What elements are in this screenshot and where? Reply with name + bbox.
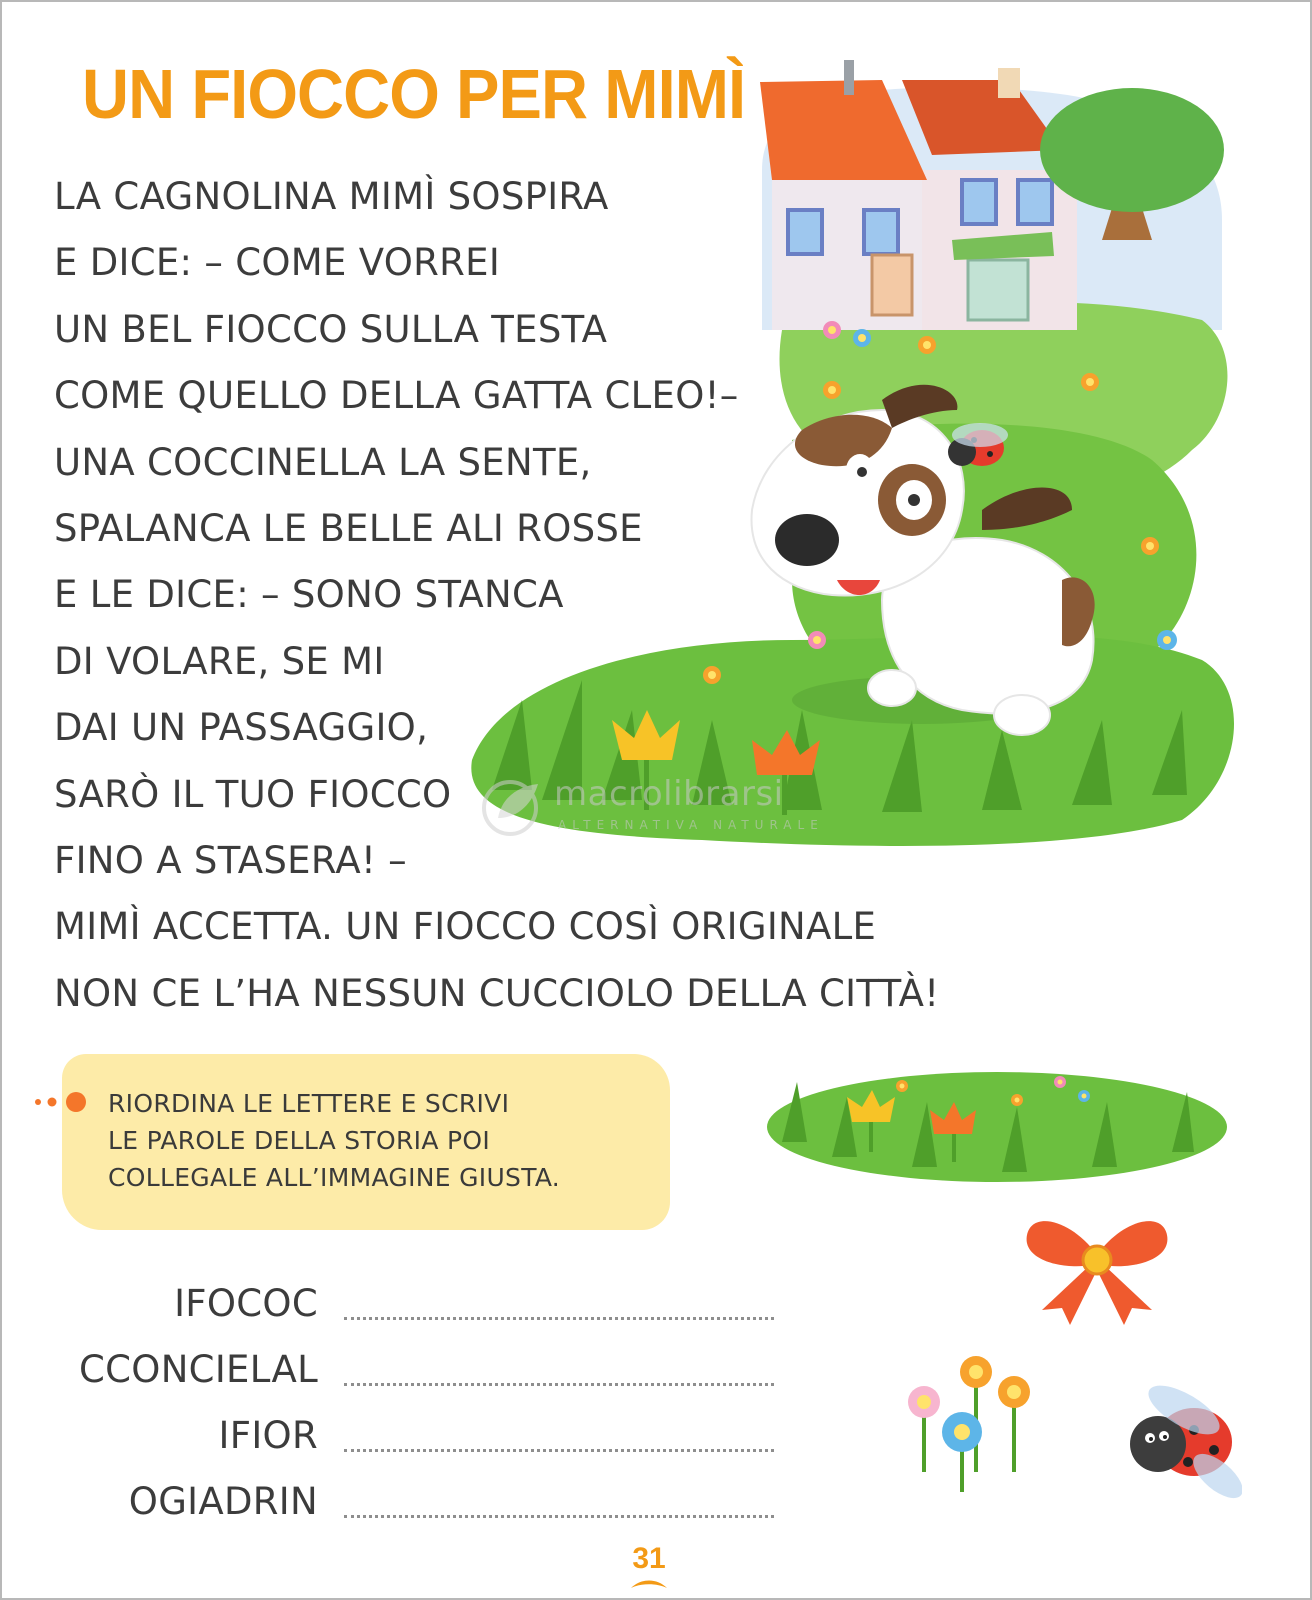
story-line: UNA COCCINELLA LA SENTE, [54,440,592,484]
watermark-leaf-icon [472,772,552,842]
answer-line[interactable] [344,1307,774,1320]
scrambled-word: IFIOR [218,1414,318,1457]
bow-picture [1022,1210,1172,1330]
answer-line[interactable] [344,1373,774,1386]
story-line: E LE DICE: – SONO STANCA [54,573,564,617]
story-line: E DICE: – COME VORREI [54,241,501,285]
story-line: NON CE L’HA NESSUN CUCCIOLO DELLA CITTÀ! [54,971,940,1015]
scrambled-word: IFOCOC [174,1282,318,1325]
page-title: UN FIOCCO PER MIMÌ [82,55,746,133]
scene-illustration [462,60,1262,860]
meadow-picture [762,1062,1232,1192]
word-exercise [42,1264,802,1528]
bullet-dots-icon [32,1092,92,1112]
exercise-row [42,1264,802,1330]
story-line: LA CAGNOLINA MIMÌ SOSPIRA [54,175,609,218]
exercise-row [42,1462,802,1528]
exercise-row [42,1330,802,1396]
answer-line[interactable] [344,1505,774,1518]
story-line: UN BEL FIOCCO SULLA TESTA [54,307,608,351]
scrambled-word: CCONCIELAL [79,1348,318,1391]
story-line: SARÒ IL TUO FIOCCO [54,772,452,816]
story-line: DAI UN PASSAGGIO, [54,706,429,750]
instruction-line: LE PAROLE DELLA STORIA POI [108,1126,491,1155]
instruction-line: COLLEGALE ALL’IMMAGINE GIUSTA. [108,1163,561,1192]
page-number-swoosh-icon [629,1576,669,1590]
instruction-line: RIORDINA LE LETTERE E SCRIVI [108,1089,510,1118]
story-line: FINO A STASERA! – [54,839,407,883]
story-line: COME QUELLO DELLA GATTA CLEO!– [54,374,739,418]
watermark-tagline: ALTERNATIVA NATURALE [558,818,824,832]
instruction-text [108,1085,560,1196]
exercise-row [42,1396,802,1462]
story-line: SPALANCA LE BELLE ALI ROSSE [54,507,643,551]
flowers-picture [902,1352,1052,1502]
watermark [472,772,872,842]
watermark-brand: macrolibrarsi [554,774,784,814]
story-line: DI VOLARE, SE MI [54,639,385,683]
story-line: MIMÌ ACCETTA. UN FIOCCO COSÌ ORIGINALE [54,905,877,949]
answer-line[interactable] [344,1439,774,1452]
scrambled-word: OGIADRIN [128,1480,318,1523]
page-number: 31 [632,1542,666,1575]
ladybug-picture [1122,1380,1242,1500]
